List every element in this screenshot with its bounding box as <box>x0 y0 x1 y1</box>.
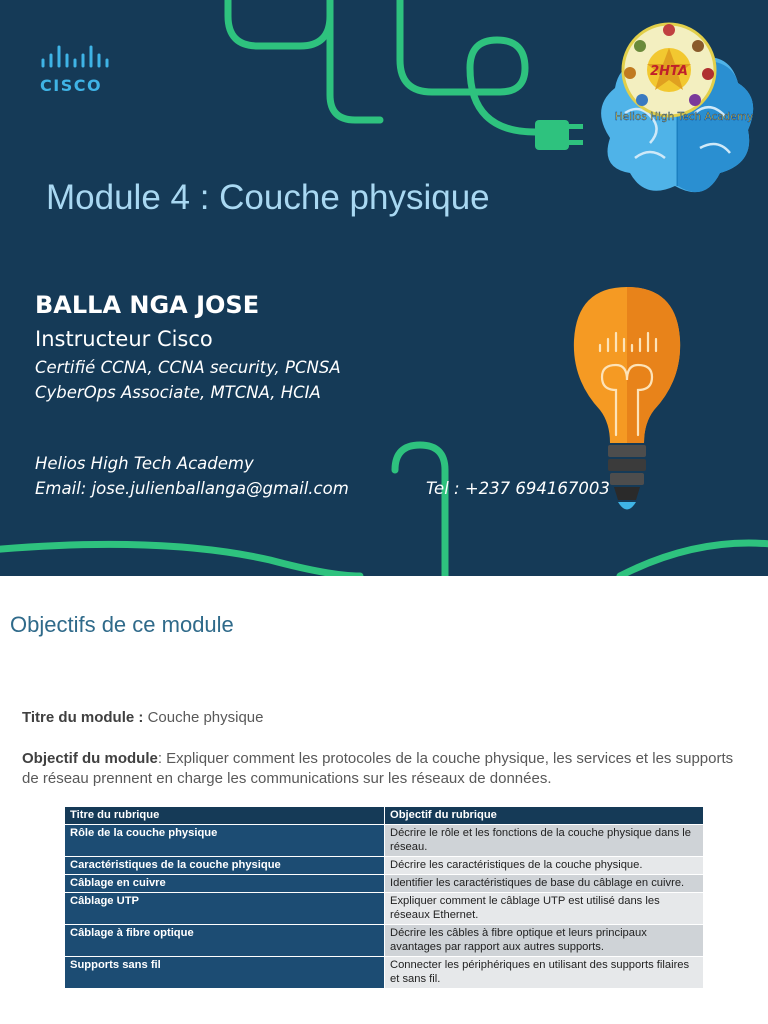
table-row <box>65 857 704 875</box>
module-objective-label: Objectif du module <box>22 750 158 767</box>
contact-email: Email: jose.julienballanga@gmail.com <box>35 479 349 498</box>
presenter-name: BALLA NGA JOSE <box>35 291 260 319</box>
certifications-line-1: Certifié CCNA, CCNA security, PCNSA <box>35 358 341 377</box>
module-title-line <box>22 708 264 728</box>
table-row <box>65 957 704 989</box>
table-header-objective: Objectif du rubrique <box>385 807 704 825</box>
objective-cell: Connecter les périphériques en utilisant des supports filaires et sans fil. <box>385 957 704 989</box>
objective-cell: Décrire les caractéristiques de la couche physique. <box>385 857 704 875</box>
table-row <box>65 893 704 925</box>
module-title: Module 4 : Couche physique <box>46 178 490 217</box>
objectives-heading: Objectifs de ce module <box>10 612 234 637</box>
table-row <box>65 925 704 957</box>
presenter-role: Instructeur Cisco <box>35 327 213 351</box>
objective-cell: Expliquer comment le câblage UTP est utilisé dans les réseaux Ethernet. <box>385 893 704 925</box>
topic-cell: Caractéristiques de la couche physique <box>65 857 385 875</box>
table-header-topic: Titre du rubrique <box>65 807 385 825</box>
objective-cell: Décrire les câbles à fibre optique et leurs principaux avantages par rapport aux autres supports. <box>385 925 704 957</box>
module-objective-line <box>22 749 742 789</box>
table-row <box>65 825 704 857</box>
topic-cell: Rôle de la couche physique <box>65 825 385 857</box>
topics-table <box>64 806 704 989</box>
cisco-logo-text: CISCO <box>40 76 103 95</box>
table-header-row <box>65 807 704 825</box>
objective-cell: Décrire le rôle et les fonctions de la couche physique dans le réseau. <box>385 825 704 857</box>
module-title-label: Titre du module : <box>22 709 144 726</box>
topic-cell: Supports sans fil <box>65 957 385 989</box>
badge-caption: Helios High Tech Academy <box>614 111 754 123</box>
objective-cell: Identifier les caractéristiques de base du câblage en cuivre. <box>385 875 704 893</box>
academy-brain-logo <box>590 18 768 208</box>
topic-cell: Câblage à fibre optique <box>65 925 385 957</box>
topic-cell: Câblage UTP <box>65 893 385 925</box>
badge-text: 2HTA <box>650 64 688 79</box>
plug-icon <box>535 120 569 150</box>
objectives-slide <box>0 576 768 1024</box>
table-row <box>65 875 704 893</box>
academy-name: Helios High Tech Academy <box>35 454 254 473</box>
contact-phone: Tel : +237 694167003 <box>426 479 610 498</box>
certifications-line-2: CyberOps Associate, MTCNA, HCIA <box>35 383 321 402</box>
module-objective-value: : Expliquer comment les protocoles de la couche physique, les services et les supports de réseau prennent en charge les communications sur les réseaux de données. <box>22 750 734 787</box>
topic-cell: Câblage en cuivre <box>65 875 385 893</box>
module-title-value: Couche physique <box>147 709 264 726</box>
